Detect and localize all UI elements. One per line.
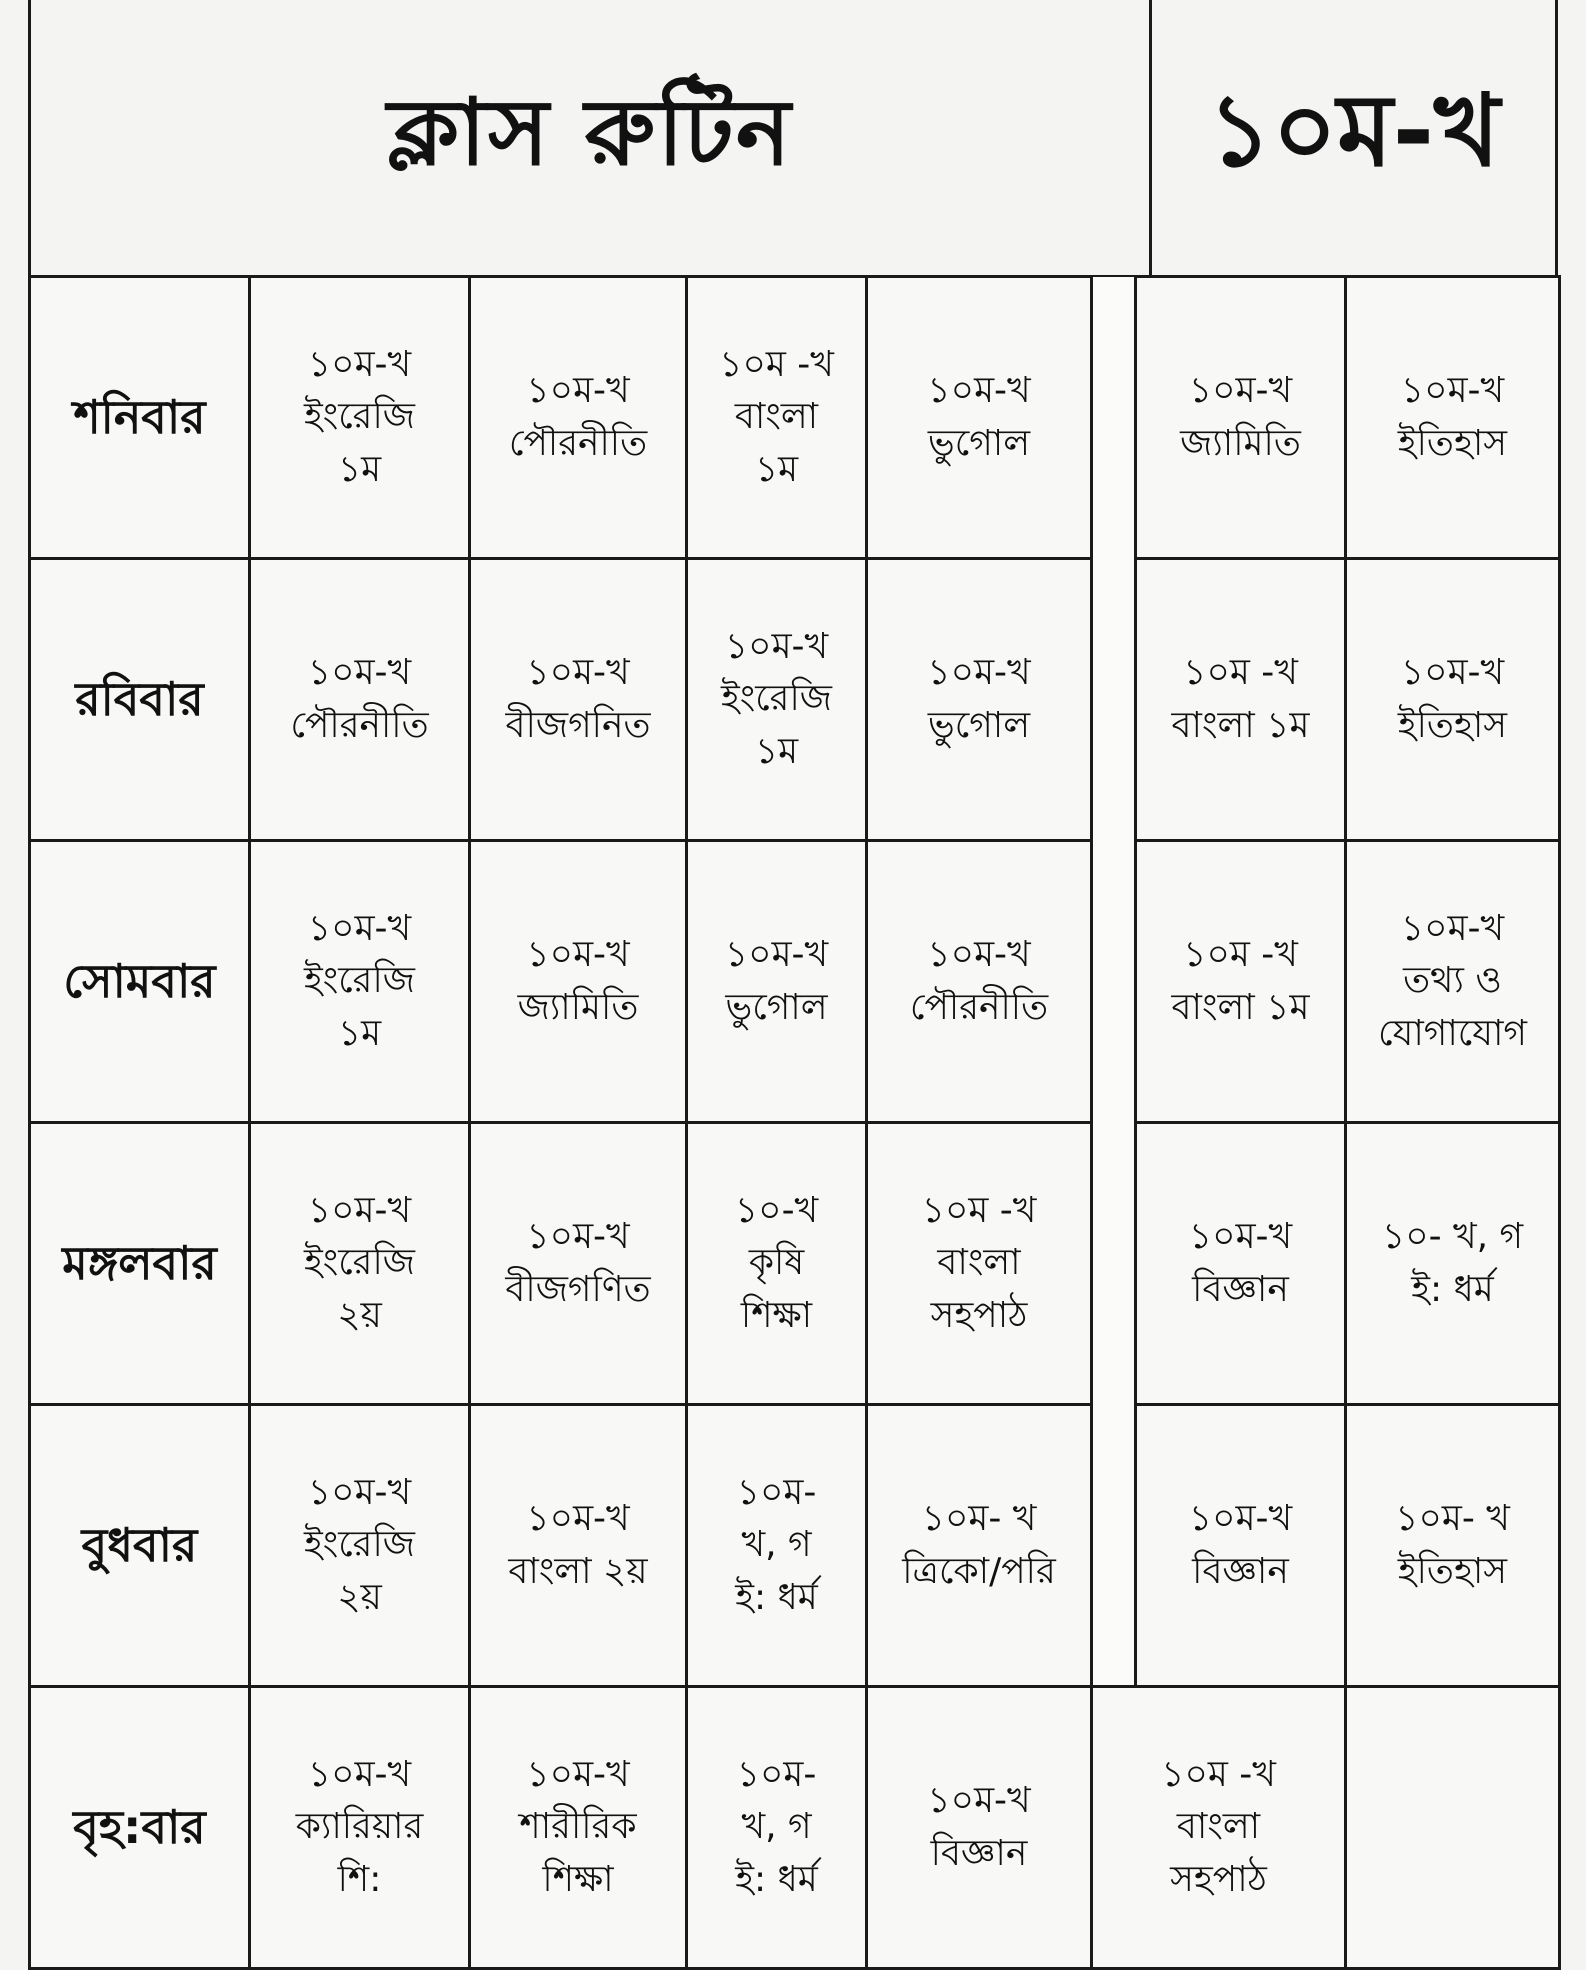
table-row xyxy=(30,841,1560,1123)
table-row xyxy=(30,1123,1560,1405)
empty-cell xyxy=(1346,1687,1560,1969)
table-row xyxy=(30,559,1560,841)
period-cell: ১০ম-খ জ্যামিতি xyxy=(1136,277,1346,559)
table-row xyxy=(30,1687,1560,1969)
period-cell: ১০ম-খ বীজগণিত xyxy=(470,1123,687,1405)
period-cell: ১০ম-খ ক্যারিয়ার শি: xyxy=(250,1687,470,1969)
routine-table xyxy=(28,275,1561,1970)
day-label: সোমবার xyxy=(30,841,250,1123)
period-cell: ১০ম-খ তথ্য ও যোগাযোগ xyxy=(1346,841,1560,1123)
period-cell: ১০ম-খ বাংলা ২য় xyxy=(470,1405,687,1687)
page-title: ক্লাস রুটিন xyxy=(387,78,793,186)
period-cell: ১০ম -খ বাংলা ১ম xyxy=(1136,559,1346,841)
period-cell: ১০ম-খ বিজ্ঞান xyxy=(867,1687,1092,1969)
period-cell: ১০ম- খ ইতিহাস xyxy=(1346,1405,1560,1687)
period-cell: ১০ম-খ ইংরেজি ২য় xyxy=(250,1405,470,1687)
period-cell: ১০ম-খ ইংরেজি ১ম xyxy=(250,841,470,1123)
period-cell: ১০ম- খ, গ ই: ধর্ম xyxy=(687,1687,867,1969)
day-label: মঙ্গলবার xyxy=(30,1123,250,1405)
period-cell: ১০ম-খ ইংরেজি ১ম xyxy=(687,559,867,841)
day-label: বুধবার xyxy=(30,1405,250,1687)
period-cell: ১০ম-খ ভুগোল xyxy=(687,841,867,1123)
period-cell: ১০ম-খ পৌরনীতি xyxy=(250,559,470,841)
period-cell: ১০ম -খ বাংলা সহপাঠ xyxy=(867,1123,1092,1405)
period-cell: ১০ম -খ বাংলা ১ম xyxy=(1136,841,1346,1123)
period-cell: ১০ম-খ শারীরিক শিক্ষা xyxy=(470,1687,687,1969)
table-row xyxy=(30,1405,1560,1687)
period-cell: ১০ম- খ, গ ই: ধর্ম xyxy=(687,1405,867,1687)
period-cell: ১০ম-খ বিজ্ঞান xyxy=(1136,1123,1346,1405)
day-label: বৃহ:বার xyxy=(30,1687,250,1969)
table-row xyxy=(30,277,1560,559)
routine-header xyxy=(28,0,1558,278)
period-cell: ১০ম-খ ইংরেজি ২য় xyxy=(250,1123,470,1405)
period-cell: ১০ম- খ ত্রিকো/পরি xyxy=(867,1405,1092,1687)
period-cell: ১০ম-খ ইতিহাস xyxy=(1346,559,1560,841)
period-cell: ১০ম-খ ইতিহাস xyxy=(1346,277,1560,559)
period-cell: ১০ম-খ জ্যামিতি xyxy=(470,841,687,1123)
period-cell: ১০ম-খ বীজগনিত xyxy=(470,559,687,841)
period-cell: ১০ম-খ পৌরনীতি xyxy=(470,277,687,559)
period-cell: ১০ম-খ পৌরনীতি xyxy=(867,841,1092,1123)
class-label: ১০ম-খ xyxy=(1149,0,1555,275)
period-cell: ১০ম-খ বিজ্ঞান xyxy=(1136,1405,1346,1687)
period-cell: ১০ম-খ ভুগোল xyxy=(867,277,1092,559)
break-column xyxy=(1092,277,1136,1687)
period-cell: ১০ম-খ ভুগোল xyxy=(867,559,1092,841)
period-cell: ১০ম -খ বাংলা সহপাঠ xyxy=(1092,1687,1346,1969)
period-cell: ১০ম-খ ইংরেজি ১ম xyxy=(250,277,470,559)
routine-sheet xyxy=(28,0,1558,1970)
day-label: শনিবার xyxy=(30,277,250,559)
period-cell: ১০- খ, গ ই: ধর্ম xyxy=(1346,1123,1560,1405)
period-cell: ১০-খ কৃষি শিক্ষা xyxy=(687,1123,867,1405)
day-label: রবিবার xyxy=(30,559,250,841)
period-cell: ১০ম -খ বাংলা ১ম xyxy=(687,277,867,559)
